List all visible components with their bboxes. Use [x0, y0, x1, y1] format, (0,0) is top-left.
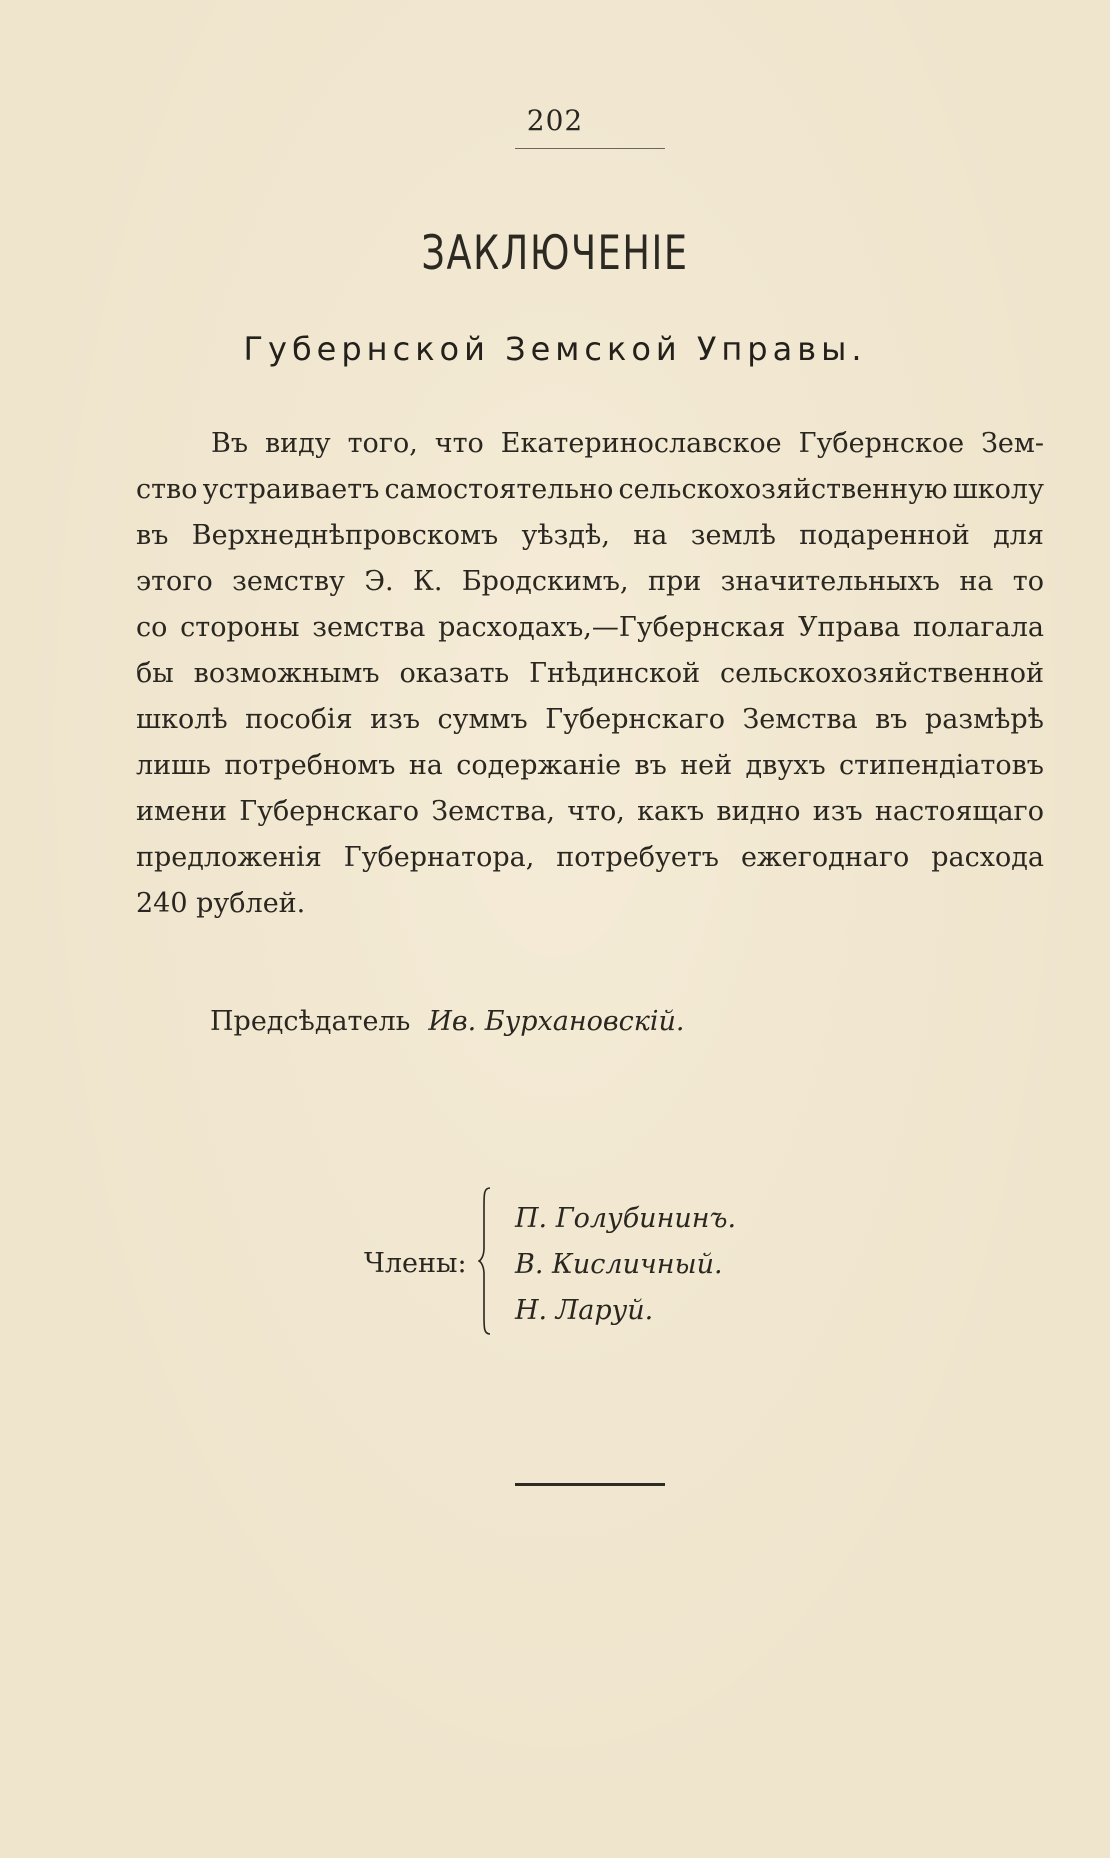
- body-word: Верхнеднѣпровскомъ: [191, 520, 499, 551]
- body-word: размѣрѣ: [924, 704, 1044, 735]
- chairman-signature: [210, 1006, 684, 1037]
- body-word: школѣ: [136, 704, 228, 735]
- body-word: настоящаго: [874, 796, 1044, 827]
- body-word: землѣ: [690, 520, 776, 551]
- body-word: значительныхъ: [720, 566, 940, 597]
- document-title: ЗАКЛЮЧЕНІЕ: [421, 226, 689, 281]
- body-word: Губернское: [798, 428, 965, 459]
- body-line: [136, 421, 1044, 467]
- body-word: имени: [136, 796, 227, 827]
- body-word: возможнымъ: [193, 658, 380, 689]
- body-word: въ: [136, 520, 169, 551]
- body-line: [136, 513, 1044, 559]
- body-word: Управа: [798, 612, 901, 643]
- body-word: Бродскимъ,: [461, 566, 629, 597]
- body-word: Земства,: [431, 796, 555, 827]
- body-line: [136, 605, 1044, 651]
- body-word: этого: [136, 566, 213, 597]
- body-word: школу: [952, 474, 1044, 505]
- body-word: расходахъ,—Губернская: [438, 612, 786, 643]
- body-word: на: [959, 566, 994, 597]
- body-word: потребуетъ: [556, 842, 719, 873]
- body-word: то: [1012, 566, 1044, 597]
- body-word: виду: [264, 428, 331, 459]
- body-word: видно: [716, 796, 801, 827]
- chairman-title: Предсѣдатель: [210, 1006, 411, 1037]
- chairman-name: Ив. Бурхановскій.: [428, 1006, 685, 1037]
- body-word: полагала: [913, 612, 1044, 643]
- member-name: П. Голубининъ.: [515, 1203, 737, 1234]
- body-word: стипендіатовъ: [839, 750, 1044, 781]
- body-word: земства: [312, 612, 426, 643]
- body-word: сельскохозяйственной: [720, 658, 1044, 689]
- body-word: сельскохозяйственную: [618, 474, 948, 505]
- body-word: 240 рублей.: [136, 888, 306, 919]
- body-line: [136, 789, 1044, 835]
- body-word: ежегоднаго: [740, 842, 910, 873]
- end-rule: [515, 1483, 665, 1486]
- body-line: [136, 697, 1044, 743]
- body-word: что: [434, 428, 484, 459]
- body-word: Губернскаго: [239, 796, 419, 827]
- body-word: лишь: [136, 750, 211, 781]
- body-word: со: [136, 612, 168, 643]
- body-word: пособія: [245, 704, 353, 735]
- body-word: расхода: [931, 842, 1044, 873]
- page-number: 202: [526, 104, 584, 137]
- body-word: ство: [136, 474, 198, 505]
- body-line: [136, 743, 1044, 789]
- body-word: подаренной: [799, 520, 970, 551]
- members-list: [515, 1196, 736, 1334]
- body-word: на: [633, 520, 668, 551]
- body-word: потребномъ: [224, 750, 396, 781]
- body-word: въ: [875, 704, 908, 735]
- body-word: самостоятельно: [384, 474, 614, 505]
- body-line: [136, 559, 1044, 605]
- body-word: ней: [680, 750, 733, 781]
- body-word: для: [993, 520, 1044, 551]
- body-paragraph: [136, 421, 1044, 927]
- body-word: устраиваетъ: [202, 474, 380, 505]
- body-line: [136, 881, 1044, 927]
- body-word: К.: [412, 566, 443, 597]
- body-word: Э.: [364, 566, 394, 597]
- body-word: изъ: [812, 796, 863, 827]
- body-word: того,: [347, 428, 418, 459]
- body-word: содержаніе: [456, 750, 622, 781]
- body-word: Зем-: [981, 428, 1044, 459]
- body-line: [136, 467, 1044, 513]
- body-word: стороны: [180, 612, 300, 643]
- body-word: Въ: [211, 428, 249, 459]
- members-brace: [478, 1186, 492, 1336]
- member-name: Н. Ларуй.: [515, 1295, 654, 1326]
- body-line: [136, 651, 1044, 697]
- body-word: какъ: [637, 796, 705, 827]
- body-word: Губернатора,: [343, 842, 535, 873]
- body-word: Екатеринославское: [500, 428, 782, 459]
- body-word: двухъ: [745, 750, 826, 781]
- body-line: [136, 835, 1044, 881]
- body-word: Губернскаго: [545, 704, 725, 735]
- body-word: въ: [634, 750, 667, 781]
- body-word: суммъ: [437, 704, 528, 735]
- body-word: бы: [136, 658, 174, 689]
- body-word: земству: [232, 566, 345, 597]
- member-name: В. Кисличный.: [515, 1249, 723, 1280]
- body-word: что,: [567, 796, 625, 827]
- members-label: Члены:: [364, 1248, 467, 1279]
- body-word: Гнѣдинской: [529, 658, 701, 689]
- body-word: Земства: [742, 704, 858, 735]
- body-word: уѣздѣ,: [521, 520, 610, 551]
- body-word: изъ: [370, 704, 421, 735]
- body-word: оказать: [399, 658, 510, 689]
- document-subtitle: Губернской Земской Управы.: [243, 330, 867, 368]
- page-number-rule: [515, 148, 665, 149]
- body-word: предложенія: [136, 842, 322, 873]
- body-word: при: [647, 566, 702, 597]
- body-word: на: [408, 750, 443, 781]
